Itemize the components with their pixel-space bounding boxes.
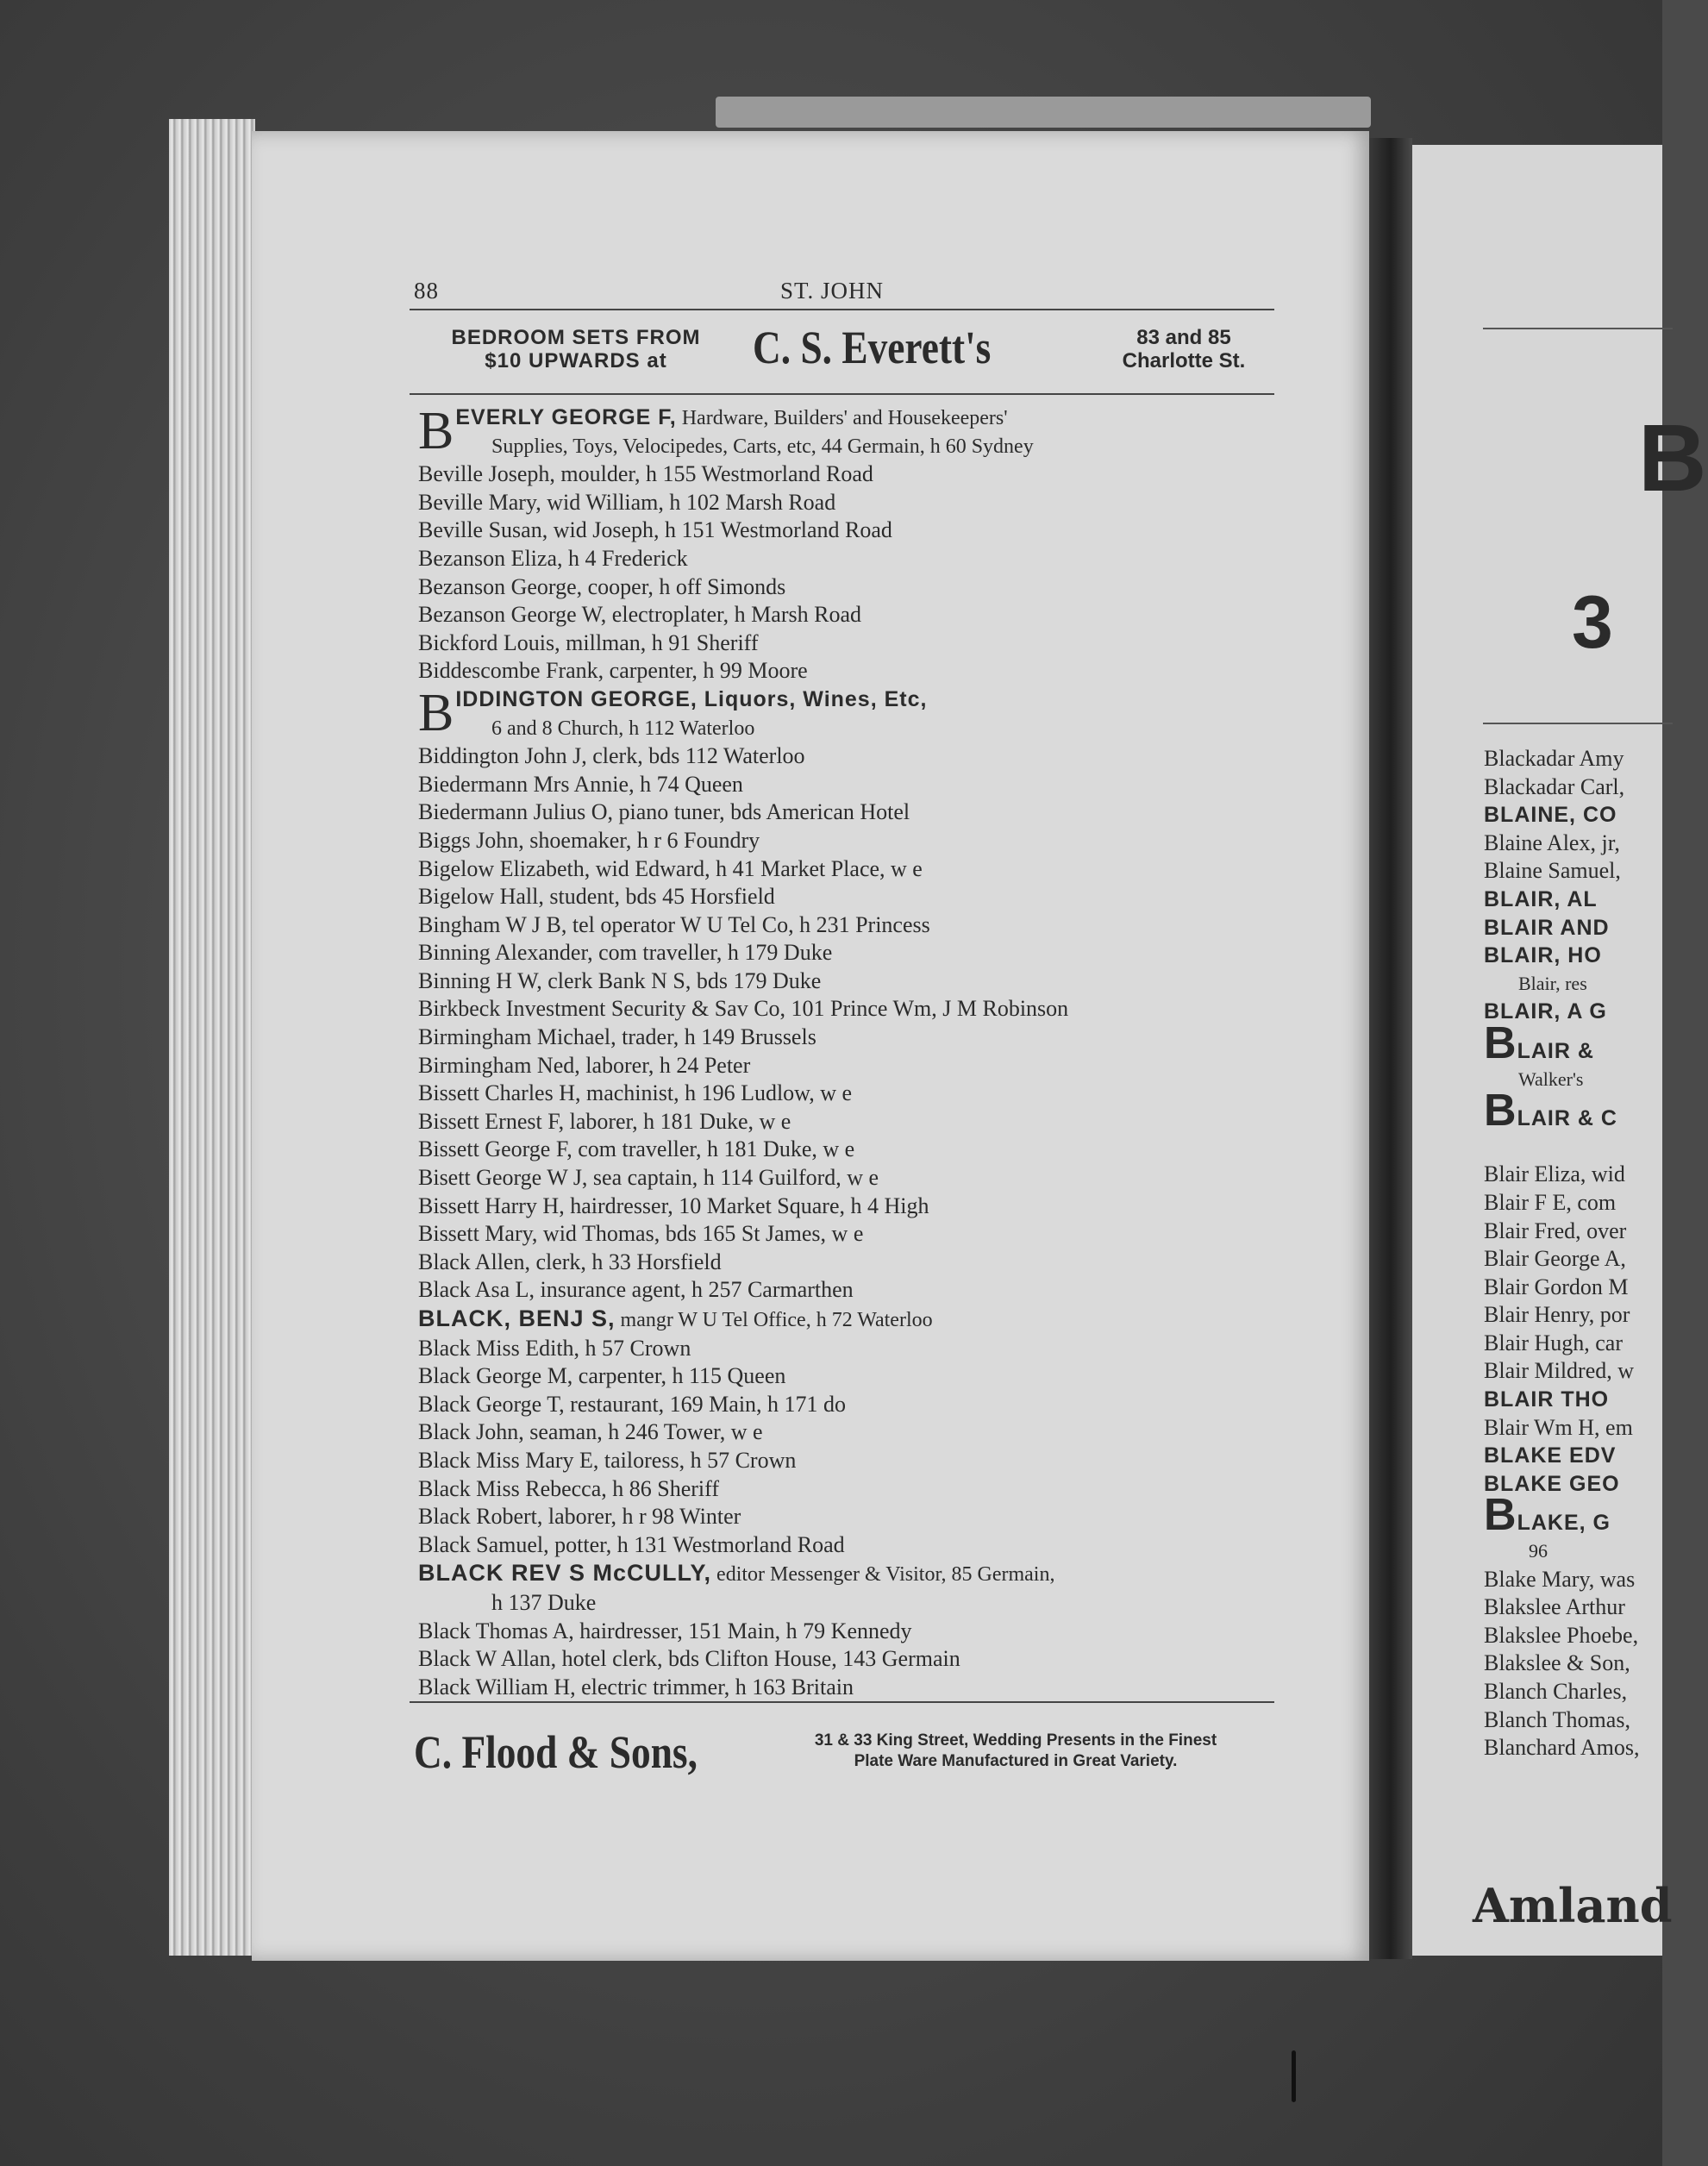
directory-page-content (410, 274, 1274, 1796)
directory-entry: Biedermann Mrs Annie, h 74 Queen (418, 771, 743, 797)
right-page-section-letter: B (1638, 405, 1707, 511)
drop-cap: B (418, 683, 454, 742)
right-page-entry: Walker's (1518, 1067, 1584, 1090)
right-page-entry: BLAIR, HO (1484, 943, 1602, 968)
right-page-entry: Blackadar Amy (1484, 746, 1624, 771)
directory-entry: Bigelow Elizabeth, wid Edward, h 41 Market Place, w e (418, 855, 923, 881)
directory-entry: Beville Joseph, moulder, h 155 Westmorland Road (418, 461, 873, 487)
right-page-entry: Blair Fred, over (1484, 1218, 1627, 1243)
directory-entry: Bigelow Hall, student, bds 45 Horsfield (418, 884, 775, 910)
directory-entry: Black William H, electric trimmer, h 163 Britain (418, 1674, 854, 1700)
right-page-entry (1484, 1133, 1708, 1161)
directory-entry: Bissett George F, com traveller, h 181 Duke, w e (418, 1136, 855, 1162)
directory-entry: Black Allen, clerk, h 33 Horsfield (418, 1249, 722, 1274)
right-page-entry: Blair, res (1518, 972, 1587, 994)
scan-top-strip (716, 97, 1371, 128)
directory-entry: Beville Susan, wid Joseph, h 151 Westmorland Road (418, 517, 892, 543)
page-number: 88 (414, 278, 439, 304)
top-advertisement (410, 310, 1274, 393)
directory-entry: Black Miss Rebecca, h 86 Sheriff (418, 1475, 719, 1501)
right-page-entry: Blair Hugh, car (1484, 1330, 1624, 1355)
directory-entry: Black Thomas A, hairdresser, 151 Main, h 79 Kennedy (418, 1618, 912, 1643)
entry-details: editor Messenger & Visitor, 85 Germain, (711, 1563, 1055, 1587)
right-page-entry: BLAKE GEO (1484, 1471, 1620, 1496)
directory-entry: Black George M, carpenter, h 115 Queen (418, 1363, 786, 1389)
directory-entry: Bissett Harry H, hairdresser, 10 Market Square, h 4 High (418, 1193, 929, 1218)
directory-entry: Birmingham Michael, trader, h 149 Brussels (418, 1024, 816, 1050)
entry-name: LAKE, G (1517, 1511, 1611, 1536)
ad-brand-everett: C. S. Everett's (753, 322, 992, 373)
right-page-rule (1483, 723, 1673, 724)
ad-flood-text (757, 1731, 1274, 1772)
entry-details: Hardware, Builders' and Housekeepers' (676, 407, 1008, 429)
right-page-entry (1484, 1086, 1708, 1136)
right-page-entry: 96 (1529, 1540, 1548, 1562)
ad-address (1093, 326, 1274, 372)
entry-name: LAIR & (1517, 1038, 1594, 1063)
right-page-entry: Blair Henry, por (1484, 1302, 1630, 1328)
directory-entry: Bezanson Eliza, h 4 Frederick (418, 545, 688, 571)
right-page-entry: Blanch Thomas, (1484, 1706, 1630, 1732)
entry-name: LAIR & C (1517, 1106, 1617, 1131)
right-page-entry: Blair Mildred, w (1484, 1358, 1635, 1384)
directory-entry: Biedermann Julius O, piano tuner, bds American Hotel (418, 799, 910, 825)
drop-cap: B (1484, 1017, 1517, 1068)
ad-address-line1: 83 and 85 (1136, 326, 1231, 349)
right-page-entry: Blanchard Amos, (1484, 1735, 1640, 1761)
right-page-entry: BLAIR AND (1484, 915, 1610, 940)
right-page-number: 3 (1572, 581, 1613, 664)
right-page-entry: Blakslee Arthur (1484, 1594, 1625, 1620)
directory-entry: Black Samuel, potter, h 131 Westmorland Road (418, 1531, 845, 1557)
right-page-entry: Blair F E, com (1484, 1189, 1617, 1215)
drop-cap: B (418, 402, 454, 460)
footer-rule (410, 1701, 1274, 1703)
directory-entry: Binning H W, clerk Bank N S, bds 179 Duke (418, 967, 822, 993)
right-page-entry (1484, 1017, 1708, 1068)
directory-entry: Black Miss Edith, h 57 Crown (418, 1335, 691, 1361)
directory-entry: Biddington John J, clerk, bds 112 Waterloo (418, 743, 805, 769)
directory-entry: Birkbeck Investment Security & Sav Co, 101 Prince Wm, J M Robinson (418, 996, 1069, 1022)
right-page-entry: BLAINE, CO (1484, 803, 1617, 828)
directory-entry-continuation: 6 and 8 Church, h 112 Waterloo (491, 717, 755, 740)
right-page-entry: Blackadar Carl, (1484, 773, 1625, 799)
directory-listing (410, 395, 1274, 1701)
directory-entry: Bingham W J B, tel operator W U Tel Co, h 231 Princess (418, 911, 930, 937)
right-page (1412, 145, 1707, 1956)
entry-name: EVERLY GEORGE F, (455, 405, 677, 429)
book-page-edges (169, 119, 255, 1956)
right-page-entry: BLAIR, A G (1484, 999, 1607, 1024)
directory-entry: Black John, seaman, h 246 Tower, w e (418, 1419, 763, 1445)
directory-entry: Biddescombe Frank, carpenter, h 99 Moore (418, 658, 808, 684)
directory-entry: Black Miss Mary E, tailoress, h 57 Crown (418, 1447, 797, 1473)
right-page-entry: Blanch Charles, (1484, 1679, 1628, 1704)
directory-entry: Bickford Louis, millman, h 91 Sheriff (418, 629, 759, 655)
right-page-entry: Blair Eliza, wid (1484, 1161, 1625, 1187)
right-page-entry: BLAIR, AL (1484, 886, 1598, 911)
drop-cap: B (1484, 1490, 1517, 1541)
drop-cap: B (1484, 1086, 1517, 1136)
directory-entry: Bissett Charles H, machinist, h 196 Ludlow, w e (418, 1080, 853, 1106)
directory-entry: Black George T, restaurant, 169 Main, h 171 do (418, 1391, 847, 1417)
ad-brand-flood: C. Flood & Sons, (414, 1726, 698, 1779)
running-head-city: ST. JOHN (780, 278, 885, 304)
directory-entry-bold (410, 1305, 1274, 1335)
directory-entry: Black W Allan, hotel clerk, bds Clifton House, 143 Germain (418, 1646, 960, 1672)
directory-entry: Bisett George W J, sea captain, h 114 Guilford, w e (418, 1165, 879, 1191)
scan-blemish (1292, 2050, 1296, 2102)
right-page-entry: Blair George A, (1484, 1246, 1626, 1272)
running-head (410, 274, 1274, 309)
directory-entry-continuation: h 137 Duke (491, 1589, 597, 1615)
book-gutter (1369, 138, 1412, 1959)
entry-name: IDDINGTON GEORGE, Liquors, Wines, Etc, (455, 686, 928, 711)
right-page-entry: Blaine Samuel, (1484, 858, 1621, 884)
ad-flood-line2: Plate Ware Manufactured in Great Variety. (854, 1752, 1178, 1771)
directory-entry: Bissett Ernest F, laborer, h 181 Duke, w e (418, 1108, 791, 1134)
directory-entry-continuation: Supplies, Toys, Velocipedes, Carts, etc, 44 Germain, h 60 Sydney (491, 435, 1034, 458)
right-page-entry: Blakslee & Son, (1484, 1650, 1630, 1676)
directory-entry: Bezanson George, cooper, h off Simonds (418, 573, 786, 599)
entry-name: BLACK REV S McCULLY, (418, 1560, 712, 1587)
right-page-entry: Blakslee Phoebe, (1484, 1622, 1639, 1648)
directory-entry: Bezanson George W, electroplater, h Marsh Road (418, 602, 861, 628)
directory-entry: Beville Mary, wid William, h 102 Marsh Road (418, 489, 836, 515)
directory-entry: Birmingham Ned, laborer, h 24 Peter (418, 1052, 751, 1078)
right-page-entry: Blair Wm H, em (1484, 1414, 1633, 1440)
directory-entry: Black Robert, laborer, h r 98 Winter (418, 1504, 741, 1530)
right-page-entry: Blake Mary, was (1484, 1566, 1636, 1592)
ad-bedroom-line2: $10 UPWARDS at (485, 349, 667, 372)
right-page-listing (1484, 745, 1708, 1762)
directory-entry: Biggs John, shoemaker, h r 6 Foundry (418, 827, 760, 853)
entry-name: BLACK, BENJ S, (418, 1305, 616, 1331)
directory-entry: Binning Alexander, com traveller, h 179 Duke (418, 940, 833, 966)
directory-entry-bold (410, 1559, 1274, 1589)
ad-address-line2: Charlotte St. (1122, 349, 1246, 372)
entry-details: mangr W U Tel Office, h 72 Waterloo (615, 1309, 933, 1331)
directory-entry: Black Asa L, insurance agent, h 257 Carmarthen (418, 1277, 854, 1303)
right-page-entry: BLAKE EDV (1484, 1443, 1617, 1468)
ad-bedroom-line1: BEDROOM SETS FROM (451, 326, 701, 349)
right-page-bottom-ad: Amland (1473, 1878, 1673, 1933)
right-page-entry (1484, 1490, 1708, 1541)
right-page-entry: Blair Gordon M (1484, 1274, 1629, 1299)
directory-entry: Bissett Mary, wid Thomas, bds 165 St James, w e (418, 1221, 864, 1247)
ad-bedroom-text (416, 326, 735, 372)
bottom-advertisement (410, 1712, 1274, 1796)
right-page-entry: BLAIR THO (1484, 1387, 1610, 1412)
right-page-top-rule (1483, 328, 1673, 329)
right-page-entry: Blaine Alex, jr, (1484, 829, 1620, 855)
ad-flood-line1: 31 & 33 King Street, Wedding Presents in the Finest (814, 1731, 1217, 1750)
